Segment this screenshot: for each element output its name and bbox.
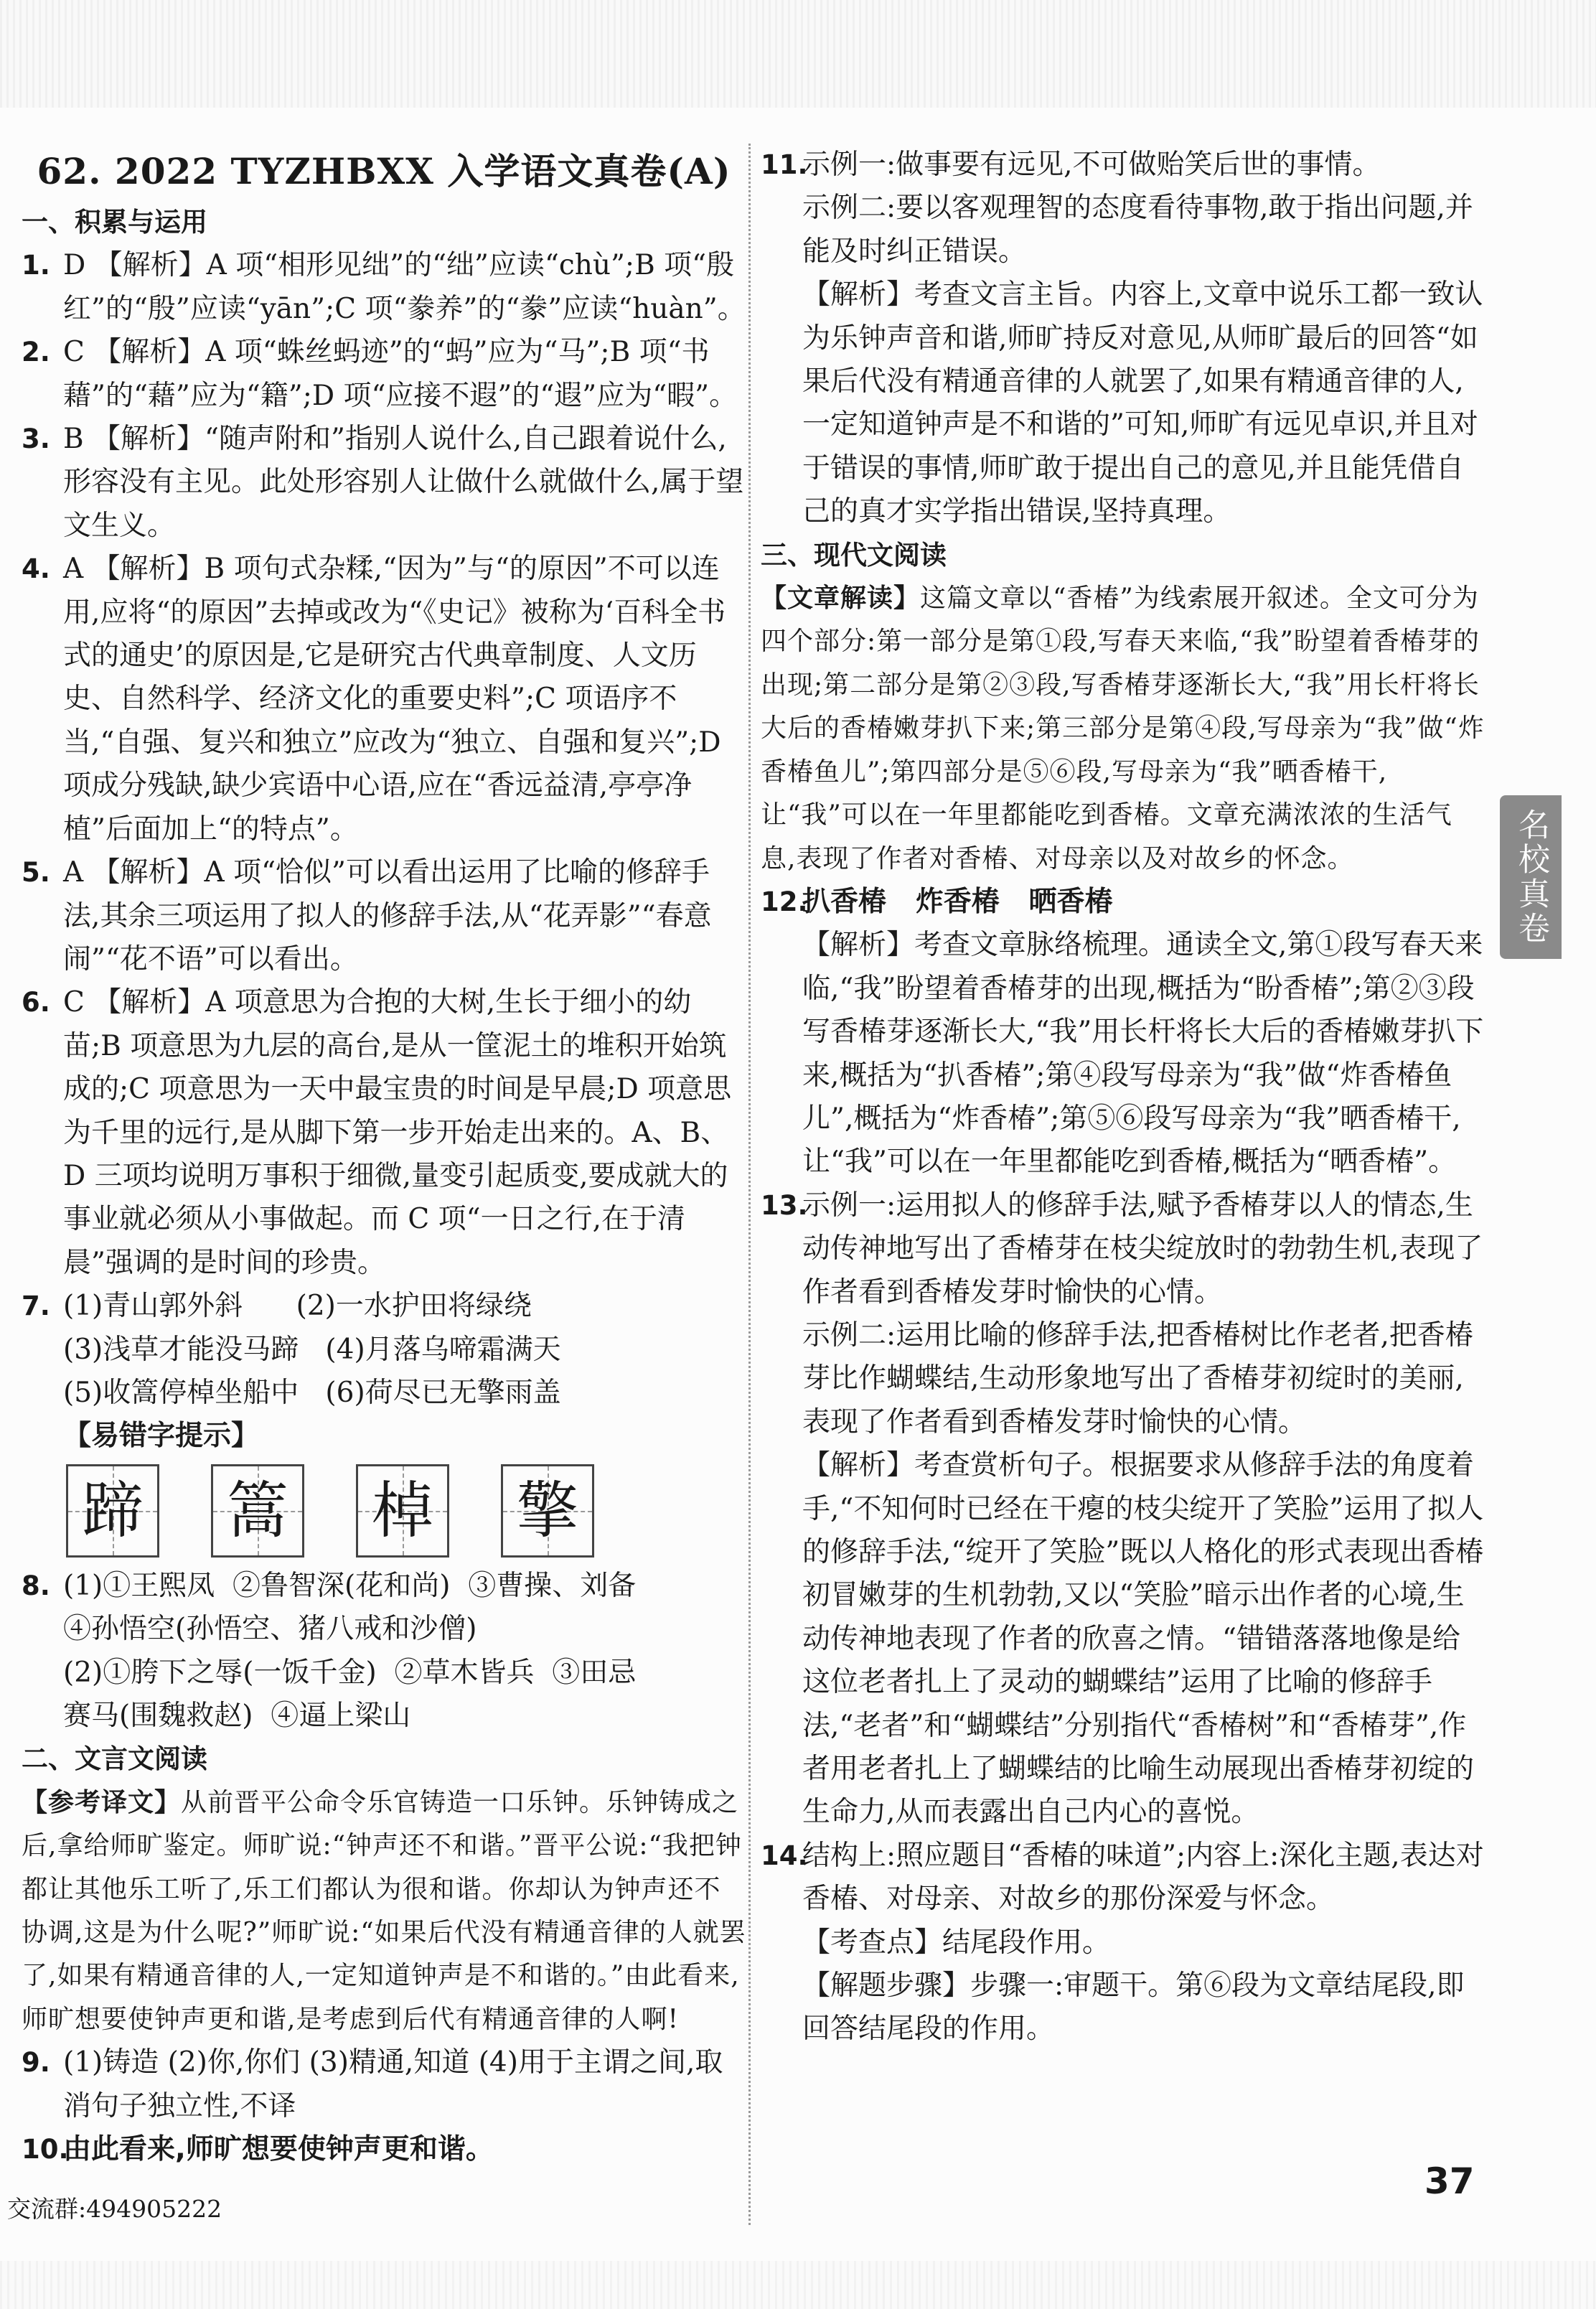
q1-number: 1. [22, 250, 50, 281]
q11-example-1: 示例一:做事要有远见,不可做贻笑后世的事情。 [802, 149, 1381, 181]
q8-line-2: ④孙悟空(孙悟空、猪八戒和沙僧) [63, 1613, 477, 1646]
char-box-1 [66, 1464, 159, 1558]
article-interpretation [761, 577, 1485, 881]
question-11 [761, 144, 1485, 187]
q2-number: 2. [22, 337, 50, 368]
q9-number: 9. [22, 2047, 50, 2079]
q2-text: C 【解析】A 项“蛛丝蚂迹”的“蚂”应为“马”;B 项“书藉”的“藉”应为“籍”;D 项“应接不遐”的“遐”应为“暇”。 [63, 336, 738, 412]
question-6 [22, 981, 746, 1285]
q3-number: 3. [22, 423, 50, 455]
q14-exam-point: 【考查点】结尾段作用。 [802, 1926, 1111, 1959]
question-2 [22, 331, 746, 418]
q7-line-2: (3)浅草才能没马蹄 (4)月落乌啼霜满天 [63, 1333, 561, 1366]
question-4 [22, 548, 746, 851]
q5-number: 5. [22, 857, 50, 889]
q4-text: A 【解析】B 项句式杂糅,“因为”与“的原因”不可以连用,应将“的原因”去掉或改为“《史记》被称为‘百科全书式的通史’的原因是,它是研究古代典章制度、人文历史、自然科学、经济文化的重要史料”;C 项语序不当,“自强、复兴和独立”应改为“独立、自强和复兴”;D 项成分残缺,缺少宾语中心语,应在“香远益清,亭亭净植”后面加上“的特点”。 [63, 553, 726, 846]
q12-analysis: 【解析】考查文章脉络梳理。通读全文,第①段写春天来临,“我”盼望着香椿芽的出现,概括为“盼香椿”;第②③段写香椿芽逐渐长大,“我”用长杆将长大后的香椿嫩芽扒下来,概括为“扒香椿”;第④段写母亲为“我”做“炸香椿鱼儿”,概括为“炸香椿”;第⑤⑥段写母亲为“我”晒香椿干,让“我”可以在一年里都能吃到香椿,概括为“晒香椿”。 [802, 929, 1484, 1179]
q11-analysis: 【解析】考查文言主旨。内容上,文章中说乐工都一致认为乐钟声音和谐,师旷持反对意见,从师旷最后的回答“如果后代没有精通音律的人就罢了,如果有精通音律的人,一定知道钟声是不和谐的”可知,师旷有远见卓识,并且对于错误的事情,师旷敢于提出自己的意见,并且能凭借自己的真才实学指出错误,坚持真理。 [802, 278, 1483, 528]
q9-text: (1)铸造 (2)你,你们 (3)精通,知道 (4)用于主谓之间,取消句子独立性,不译 [63, 2046, 723, 2122]
section-accumulation: 一、积累与运用 [22, 207, 207, 238]
q13-example-1: 示例一:运用拟人的修辞手法,赋予香椿芽以人的情态,生动传神地写出了香椿芽在枝尖绽放时的勃勃生机,表现了作者看到香椿发芽时愉快的心情。 [802, 1189, 1483, 1308]
page-number: 37 [1424, 2160, 1475, 2202]
char-box-2 [211, 1464, 304, 1558]
question-3 [22, 418, 746, 548]
q8-line-3: (2)①胯下之辱(一饭千金) ②草木皆兵 ③田忌 [63, 1656, 637, 1689]
q6-text: C 【解析】A 项意思为合抱的大树,生长于细小的幼苗;B 项意思为九层的高台,是从一筐泥土的堆积开始筑成的;C 项意思为一天中最宝贵的时间是早晨;D 项意思为千里的远行,是从脚下第一步开始走出来的。A、B、D 三项均说明万事积于细微,量变引起质变,要成就大的事业就必须从小事做起。而 C 项“一日之行,在于清晨”强调的是时间的珍贵。 [63, 986, 732, 1279]
char-box-3 [356, 1464, 449, 1558]
question-8 [22, 1565, 746, 1608]
question-12 [761, 881, 1485, 924]
q8-number: 8. [22, 1570, 50, 1601]
q7-line-1: (1)青山郭外斜 (2)一水护田将绿绕 [63, 1290, 532, 1323]
char-1: 蹄 [82, 1474, 144, 1547]
q6-number: 6. [22, 987, 50, 1018]
scan-noise-top [0, 0, 1596, 108]
char-3: 棹 [372, 1474, 433, 1547]
page-title: 62. 2022 TYZHBXX 入学语文真卷(A) [37, 150, 731, 192]
q4-number: 4. [22, 553, 50, 585]
q5-text: A 【解析】A 项“恰似”可以看出运用了比喻的修辞手法,其余三项运用了拟人的修辞手法,从“花弄影”“春意闹”“花不语”可以看出。 [63, 856, 712, 975]
q14-text: 结构上:照应题目“香椿的味道”;内容上:深化主题,表达对香椿、对母亲、对故乡的那份深爱与怀念。 [802, 1839, 1484, 1916]
q14-steps: 【解题步骤】步骤一:审题干。第⑥段为文章结尾段,即回答结尾段的作用。 [802, 1970, 1465, 2046]
q8-line-4: 赛马(围魏救赵) ④逼上梁山 [63, 1700, 411, 1732]
q12-answer: 扒香椿 炸香椿 晒香椿 [802, 885, 1113, 918]
left-column [22, 144, 746, 2171]
q13-example-2: 示例二:运用比喻的修辞手法,把香椿树比作老者,把香椿芽比作蝴蝶结,生动形象地写出了香椿芽初绽时的美丽,表现了作者看到香椿发芽时愉快的心情。 [802, 1319, 1473, 1438]
question-13 [761, 1184, 1485, 1314]
question-5 [22, 851, 746, 981]
section-modern-reading: 三、现代文阅读 [761, 539, 947, 571]
reference-translation [22, 1781, 746, 2041]
q1-text: D 【解析】A 项“相形见绌”的“绌”应读“chù”;B 项“殷红”的“殷”应读“yān”;C 项“豢养”的“豢”应读“huàn”。 [63, 249, 746, 325]
article-tag: 【文章解读】 [761, 584, 921, 614]
q13-number: 13. [761, 1189, 808, 1221]
column-divider [748, 144, 751, 2225]
char-box-4 [501, 1464, 594, 1558]
q10-text: 由此看来,师旷想要使钟声更和谐。 [63, 2133, 494, 2166]
q12-number: 12. [761, 886, 808, 917]
question-14 [761, 1835, 1485, 1921]
char-2: 篙 [227, 1474, 288, 1547]
q3-text: B 【解析】“随声附和”指别人说什么,自己跟着说什么,形容没有主见。此处形容别人让做什么就做什么,属于望文生义。 [63, 423, 744, 542]
char-4: 擎 [517, 1474, 578, 1547]
q8-line-1: (1)①王熙凤 ②鲁智深(花和尚) ③曹操、刘备 [63, 1569, 637, 1602]
question-7 [22, 1285, 746, 1328]
article-text: 这篇文章以“香椿”为线索展开叙述。全文可分为四个部分:第一部分是第①段,写春天来临,“我”盼望着香椿芽的出现;第二部分是第②③段,写香椿芽逐渐长大,“我”用长杆将长大后的香椿嫩芽扒下来;第三部分是第④段,写母亲为“我”做“炸香椿鱼儿”;第四部分是⑤⑥段,写母亲为“我”晒香椿干,让“我”可以在一年里都能吃到香椿。文章充满浓浓的生活气息,表现了作者对香椿、对母亲以及对故乡的怀念。 [761, 584, 1485, 874]
translation-text: 从前晋平公命令乐官铸造一口乐钟。乐钟铸成之后,拿给师旷鉴定。师旷说:“钟声还不和谐。”晋平公说:“我把钟都让其他乐工听了,乐工们都认为很和谐。你却认为钟声还不协调,这是为什么呢?”师旷说:“如果后代没有精通音律的人就罢了,如果有精通音律的人,一定知道钟声是不和谐的。”由此看来,师旷想要使钟声更和谐,是考虑到后代有精通音律的人啊! [22, 1787, 746, 2034]
error-prone-characters [22, 1464, 746, 1558]
translation-tag: 【参考译文】 [22, 1787, 182, 1817]
side-tab-label: 名校真卷 [1500, 795, 1562, 959]
q7-tips-title: 【易错字提示】 [63, 1420, 260, 1453]
q7-line-3: (5)收篙停棹坐船中 (6)荷尽已无擎雨盖 [63, 1376, 561, 1409]
q14-number: 14. [761, 1840, 808, 1871]
right-column [761, 144, 1485, 2051]
scan-noise-bottom [0, 2261, 1596, 2309]
question-1 [22, 244, 746, 331]
section-classical-reading: 二、文言文阅读 [22, 1743, 207, 1775]
q10-number: 10. [22, 2134, 69, 2165]
q7-number: 7. [22, 1291, 50, 1322]
q13-analysis: 【解析】考查赏析句子。根据要求从修辞手法的角度着手,“不知何时已经在干瘪的枝尖绽开了笑脸”运用了拟人的修辞手法,“绽开了笑脸”既以人格化的形式表现出香椿初冒嫩芽的生机勃勃,又以“笑脸”暗示出作者的心境,生动传神地表现了作者的欣喜之情。“错错落落地像是给这位老者扎上了灵动的蝴蝶结”运用了比喻的修辞手法,“老者”和“蝴蝶结”分别指代“香椿树”和“香椿芽”,作者用老者扎上了蝴蝶结的比喻生动展现出香椿芽初绽的生命力,从而表露出自己内心的喜悦。 [802, 1449, 1484, 1829]
question-9 [22, 2041, 746, 2128]
q11-example-2: 示例二:要以客观理智的态度看待事物,敢于指出问题,并能及时纠正错误。 [802, 192, 1473, 268]
footer-group-info: 交流群:494905222 [7, 2195, 222, 2223]
question-10 [22, 2128, 746, 2171]
q11-number: 11. [761, 149, 808, 180]
